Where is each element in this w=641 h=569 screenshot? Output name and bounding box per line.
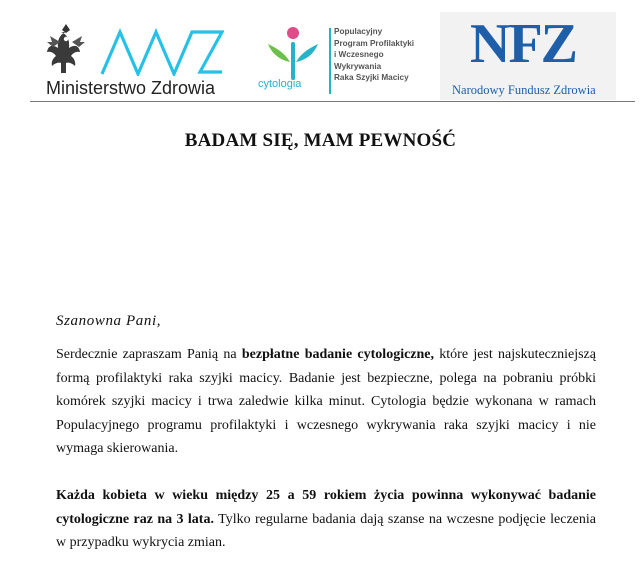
program-line: Program Profilaktyki — [334, 38, 415, 48]
ministry-wave-logo-icon — [100, 24, 224, 76]
cytology-wordmark: cytologia — [258, 78, 302, 90]
polish-eagle-icon — [46, 22, 86, 78]
paragraph-recommendation — [56, 484, 596, 555]
program-line: Wykrywania — [334, 61, 382, 71]
program-line: Populacyjny — [334, 27, 383, 36]
program-line: Raka Szyjki Macicy — [334, 73, 409, 82]
program-line: i Wczesnego — [334, 50, 384, 59]
paragraph-text: Tylko regularne badania dają szanse na wczesne podjęcie leczenia w przypadku wykrycia zmian. — [56, 511, 596, 550]
cytology-divider — [329, 28, 331, 94]
cytology-program-logo-icon — [264, 24, 322, 84]
letterhead — [0, 0, 641, 102]
document-title: BADAM SIĘ, MAM PEWNOŚĆ — [184, 130, 457, 151]
program-name — [334, 26, 430, 84]
paragraph-emphasis: Każda kobieta w wieku między 25 a 59 rokiem życia powinna wykonywać badanie cytologiczne raz na 3 lata. — [56, 488, 596, 527]
header-divider — [30, 101, 635, 102]
paragraph-invitation — [56, 343, 596, 461]
paragraph-text: Serdecznie zapraszam Panią na — [56, 347, 242, 362]
paragraph-emphasis: bezpłatne badanie cytologiczne, — [241, 347, 435, 362]
salutation: Szanowna Pani, — [56, 313, 162, 329]
ministry-name: Ministerstwo Zdrowia — [46, 78, 216, 98]
nfz-name: Narodowy Fundusz Zdrowia — [452, 83, 596, 97]
nfz-logo: NFZ — [470, 13, 576, 75]
paragraph-text: które jest najskuteczniejszą formą profilaktyki raka szyjki macicy. Badanie jest bezpieczne, polega na pobraniu próbki komórek szyjki macicy i trwa zaledwie kilka minut. Cytologia będzie wykonana w ramach Populacyjnego programu profilaktyki i wczesnego wykrywania raka szyjki macicy i nie wymaga skierowania. — [56, 347, 596, 456]
